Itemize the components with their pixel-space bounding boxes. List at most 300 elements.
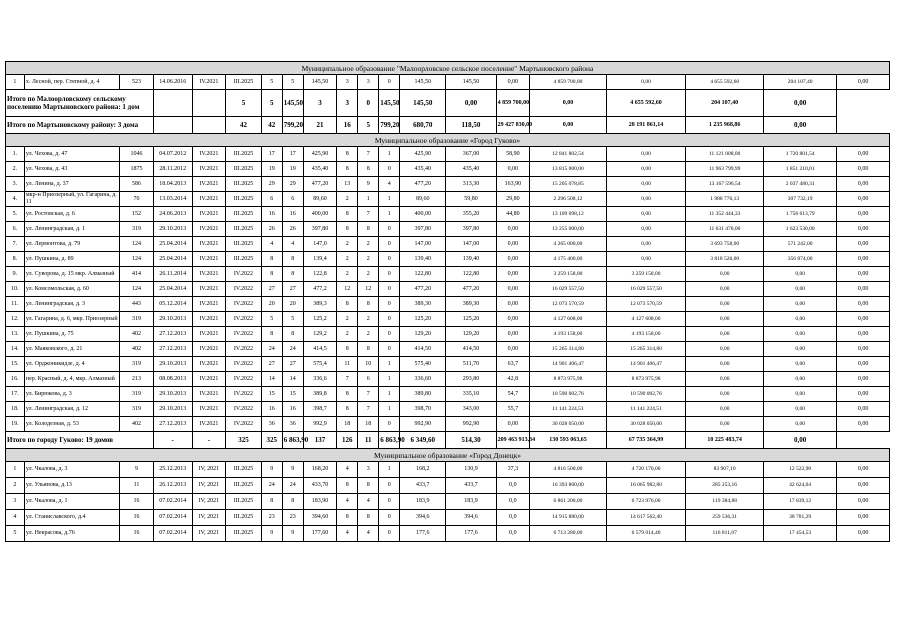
table-cell: ул. Некрасова, д.76 <box>24 526 119 542</box>
table-cell: IV.2022 <box>226 402 262 417</box>
table-cell: 25.04.2014 <box>153 252 192 267</box>
table-cell: IV, 2021 <box>192 494 226 510</box>
table-cell: 0 <box>379 510 400 526</box>
table-cell: 118,50 <box>446 117 496 134</box>
table-cell: 9 <box>261 462 282 478</box>
table-row <box>6 282 890 297</box>
table-cell: 5 <box>282 75 303 90</box>
table-cell: ул. Ленинградская, д. 12 <box>24 402 119 417</box>
table-cell: 8. <box>6 252 25 267</box>
table-cell: 4 265 000,00 <box>530 237 607 252</box>
table-cell: 336,60 <box>400 372 446 387</box>
table-cell: IV.2021 <box>192 192 226 207</box>
table-cell: 1 <box>379 357 400 372</box>
table-cell: 0,00 <box>686 417 764 432</box>
table-cell: 24.06.2013 <box>153 207 192 222</box>
table-cell: 0,00 <box>837 222 890 237</box>
table-cell: 0,0 <box>496 478 530 494</box>
table-cell: 29 427 830,00 <box>496 117 530 134</box>
table-cell: 2 <box>358 237 379 252</box>
table-cell: 18.04.2013 <box>153 177 192 192</box>
table-cell: 27 <box>261 357 282 372</box>
table-cell: 414 <box>120 267 154 282</box>
table-cell: 0,00 <box>686 282 764 297</box>
table-cell: 124 <box>120 252 154 267</box>
table-cell: IV.2022 <box>226 282 262 297</box>
table-cell: 147,00 <box>446 237 496 252</box>
table-cell: 8 <box>337 478 358 494</box>
table-cell: 4 127 608,00 <box>530 312 607 327</box>
table-cell: 8 <box>358 222 379 237</box>
table-cell: 129,20 <box>400 327 446 342</box>
table-cell: ул. Бирюкова, д. 3 <box>24 387 119 402</box>
table-cell: 9 <box>358 177 379 192</box>
table-cell: 3 <box>337 90 358 117</box>
table-cell: 992,90 <box>446 417 496 432</box>
table-cell: 07.02.2014 <box>153 510 192 526</box>
table-cell: 435,40 <box>446 162 496 177</box>
table-cell: 571 242,00 <box>763 237 836 252</box>
table-cell: ул. Станиславского, д.4 <box>24 510 119 526</box>
table-cell: 523 <box>120 75 154 90</box>
table-cell: 8 <box>337 207 358 222</box>
table-cell: III.2025 <box>226 177 262 192</box>
table-cell: 124 <box>120 282 154 297</box>
table-cell: 12 841 802,54 <box>530 147 607 162</box>
table-cell: IV.2021 <box>192 147 226 162</box>
table-cell: 13 815 000,00 <box>530 162 607 177</box>
table-cell: мкр-н Приозерный, ул. Гагарина, д. 11 <box>24 192 119 207</box>
table-cell: 17 <box>261 147 282 162</box>
table-cell: 3. <box>6 177 25 192</box>
table-cell: 15 265 314,80 <box>606 342 686 357</box>
table-cell: 119 384,88 <box>686 494 764 510</box>
table-cell: 0,00 <box>496 297 530 312</box>
table-cell: 7 <box>358 207 379 222</box>
table-cell: 397,80 <box>303 222 337 237</box>
table-cell: 4 655 592,60 <box>686 75 764 90</box>
table-cell: III.2025 <box>226 237 262 252</box>
table-cell: 15 205 078,85 <box>530 177 607 192</box>
table-cell: 0,00 <box>837 297 890 312</box>
table-cell: 8 <box>358 342 379 357</box>
table-cell: 394,6 <box>400 510 446 526</box>
table-cell: 389,30 <box>446 297 496 312</box>
table-cell: 425,90 <box>303 147 337 162</box>
table-cell: 0,00 <box>837 177 890 192</box>
table-cell: 2 <box>358 327 379 342</box>
table-cell: 0,00 <box>686 312 764 327</box>
table-cell: 313,30 <box>446 177 496 192</box>
table-cell: 0,00 <box>496 75 530 90</box>
table-cell: 1875 <box>120 162 154 177</box>
table-cell: 0,00 <box>686 387 764 402</box>
table-cell: III.2025 <box>226 147 262 162</box>
table-cell: 0,00 <box>763 387 836 402</box>
table-row <box>6 252 890 267</box>
table-cell: IV.2022 <box>226 312 262 327</box>
table-cell: 433,7 <box>446 478 496 494</box>
table-cell: 394,6 <box>446 510 496 526</box>
table-cell: 0,00 <box>837 402 890 417</box>
table-cell: 54,7 <box>496 387 530 402</box>
table-cell: 0,00 <box>837 510 890 526</box>
table-cell: 0,00 <box>837 282 890 297</box>
table-cell: 0 <box>379 342 400 357</box>
table-cell: III.2025 <box>226 494 262 510</box>
table-cell: 425,90 <box>400 147 446 162</box>
total-row <box>6 432 890 449</box>
table-cell: 18. <box>6 402 25 417</box>
table-row <box>6 147 890 162</box>
total-label: Итого по Мартыновскому району: 3 дома <box>6 117 154 134</box>
table-cell: 402 <box>120 342 154 357</box>
table-cell: 1 <box>379 462 400 478</box>
table-cell: 0 <box>379 478 400 494</box>
table-cell: 398,7 <box>303 402 337 417</box>
table-cell: 0,00 <box>606 207 686 222</box>
table-cell: 152 <box>120 207 154 222</box>
table-cell: 8 <box>337 402 358 417</box>
table-cell: 17 454,53 <box>763 526 836 542</box>
table-cell: 8 <box>261 327 282 342</box>
table-cell: 389,80 <box>400 387 446 402</box>
table-cell: 183,9 <box>400 494 446 510</box>
table-row <box>6 510 890 526</box>
table-cell: ул. Маяковского, д. 21 <box>24 342 119 357</box>
table-cell: IV.2022 <box>226 387 262 402</box>
table-cell: 8 <box>337 222 358 237</box>
table-cell: 1 <box>358 192 379 207</box>
table-cell: 12 522,90 <box>763 462 836 478</box>
table-cell: 36 <box>282 417 303 432</box>
table-cell: 10 590 002,76 <box>530 387 607 402</box>
table-cell: 29 <box>282 177 303 192</box>
table-cell: 0,00 <box>837 462 890 478</box>
table-cell: 0,00 <box>496 162 530 177</box>
table-cell: 5 <box>261 90 282 117</box>
table-cell: 0 <box>379 312 400 327</box>
table-cell: х. Лесной, пер. Степной, д. 4 <box>24 75 119 90</box>
table-cell: 18 <box>337 417 358 432</box>
table-cell: 9 <box>282 462 303 478</box>
table-cell: 0 <box>379 252 400 267</box>
table-cell <box>192 90 226 117</box>
table-cell: 125,2 <box>303 312 337 327</box>
table-cell: 16. <box>6 372 25 387</box>
table-cell: 28.11.2012 <box>153 162 192 177</box>
table-cell <box>153 90 192 117</box>
table-cell: 145,50 <box>282 90 303 117</box>
table-cell: 6 723 976,00 <box>606 494 686 510</box>
table-cell <box>192 117 226 134</box>
table-cell: 8 <box>337 297 358 312</box>
table-cell: 63,7 <box>496 357 530 372</box>
table-cell: 443 <box>120 297 154 312</box>
table-cell: IV.2022 <box>226 357 262 372</box>
table-row <box>6 494 890 510</box>
total-label: Итого по городу Гуково: 19 домов <box>6 432 154 449</box>
table-cell: 129,20 <box>446 327 496 342</box>
table-cell: 8 <box>337 162 358 177</box>
table-cell: 0,00 <box>763 342 836 357</box>
municipality-title: Муниципальное образование «Город Донецк» <box>6 449 890 462</box>
table-cell: IV.2021 <box>192 417 226 432</box>
table-cell: 2 <box>337 192 358 207</box>
table-cell: 145,50 <box>400 75 446 90</box>
table-cell: 13 255 000,00 <box>530 222 607 237</box>
table-cell: 0,00 <box>837 478 890 494</box>
table-cell: 0,00 <box>686 327 764 342</box>
table-cell: 16 <box>337 117 358 134</box>
table-cell: 343,00 <box>446 402 496 417</box>
table-cell: ул. Ленинградская, д. 3 <box>24 297 119 312</box>
table-cell: 4 859 700,00 <box>496 90 530 117</box>
table-cell: 6 349,60 <box>400 432 446 449</box>
table-cell: 70 <box>120 192 154 207</box>
table-cell: 177,6 <box>446 526 496 542</box>
table-cell: 9 <box>282 526 303 542</box>
table-row <box>6 177 890 192</box>
table-cell: 3 818 526,00 <box>686 252 764 267</box>
table-cell: 0,00 <box>606 192 686 207</box>
table-cell: 122,80 <box>400 267 446 282</box>
table-cell: 42 <box>226 117 262 134</box>
table-cell: 3 <box>6 494 25 510</box>
table-cell: 8 <box>337 147 358 162</box>
table-cell: 07.02.2014 <box>153 494 192 510</box>
table-cell: 0 <box>379 417 400 432</box>
municipality-title: Муниципальное образование «Город Гуково» <box>6 134 890 147</box>
table-cell: 414,50 <box>446 342 496 357</box>
table-cell: 477,2 <box>303 282 337 297</box>
table-cell: ул. Чехова, д. 47 <box>24 147 119 162</box>
table-cell: IV.2021 <box>192 312 226 327</box>
table-cell: 145,50 <box>446 75 496 90</box>
total-row <box>6 90 890 117</box>
table-cell: 1 988 776,13 <box>686 192 764 207</box>
table-cell: 7. <box>6 237 25 252</box>
table-cell: 0,00 <box>686 342 764 357</box>
table-cell: 3 259 158,00 <box>530 267 607 282</box>
table-cell: 0 <box>379 237 400 252</box>
table-cell: 8 <box>282 252 303 267</box>
table-cell: 89,60 <box>400 192 446 207</box>
table-cell: 13 <box>337 177 358 192</box>
table-cell: 992,9 <box>303 417 337 432</box>
table-cell: 3 <box>358 462 379 478</box>
table-cell: 335,10 <box>446 387 496 402</box>
table-cell: 5 <box>261 75 282 90</box>
table-cell: 14. <box>6 342 25 357</box>
table-cell: 7 <box>358 147 379 162</box>
table-cell: 0 <box>379 494 400 510</box>
table-cell: 586 <box>120 177 154 192</box>
table-cell: 44,80 <box>496 207 530 222</box>
table-cell: 0,00 <box>763 432 836 449</box>
table-cell: 0,0 <box>496 526 530 542</box>
table-cell: 5 <box>6 526 25 542</box>
table-cell <box>153 117 192 134</box>
table-cell: 4 <box>337 462 358 478</box>
table-cell: 10 590 002,76 <box>606 387 686 402</box>
table-cell: 8 <box>337 342 358 357</box>
table-cell: 5 <box>261 312 282 327</box>
table-cell: 0,00 <box>763 90 836 117</box>
municipality-header <box>6 62 890 75</box>
table-cell: 125,20 <box>446 312 496 327</box>
table-cell: 145,50 <box>303 75 337 90</box>
table-cell: 11 <box>120 478 154 494</box>
table-cell: 6 579 014,40 <box>606 526 686 542</box>
table-row <box>6 192 890 207</box>
table-cell: 12 <box>358 282 379 297</box>
table-cell: ул. Ленинградская, д. 1 <box>24 222 119 237</box>
table-cell: ул. Гагарина, д. 6, мкр. Приозерный <box>24 312 119 327</box>
table-cell: 2 <box>358 267 379 282</box>
table-cell: ул. Ростовская, д. 6 <box>24 207 119 222</box>
table-cell: 28 191 861,14 <box>606 117 686 134</box>
table-cell: 23 <box>282 510 303 526</box>
table-cell: 204 107,40 <box>686 90 764 117</box>
table-cell: III.2025 <box>226 207 262 222</box>
table-cell: 0,00 <box>686 267 764 282</box>
table-cell: IV.2021 <box>192 222 226 237</box>
table-cell: 29.10.2013 <box>153 402 192 417</box>
table-cell: 0,00 <box>496 237 530 252</box>
table-cell: 129,2 <box>303 327 337 342</box>
table-cell: 367,00 <box>446 147 496 162</box>
table-cell: 992,90 <box>400 417 446 432</box>
table-cell: 25.12.2013 <box>153 462 192 478</box>
table-cell: 27.12.2013 <box>153 327 192 342</box>
table-cell: IV.2022 <box>226 297 262 312</box>
table-cell: 319 <box>120 357 154 372</box>
table-row <box>6 526 890 542</box>
table-cell: 0 <box>379 222 400 237</box>
table-cell: 4 193 158,00 <box>530 327 607 342</box>
table-cell: 0,00 <box>496 327 530 342</box>
table-cell: 0,00 <box>837 162 890 177</box>
table-cell: 433,7 <box>400 478 446 494</box>
table-cell: 1 756 613,79 <box>763 207 836 222</box>
table-cell: 13 109 098,12 <box>530 207 607 222</box>
table-cell: 0,00 <box>763 312 836 327</box>
table-row <box>6 237 890 252</box>
table-cell: 83 907,10 <box>686 462 764 478</box>
table-cell: 355,20 <box>446 207 496 222</box>
table-cell: 680,70 <box>400 117 446 134</box>
table-row <box>6 75 890 90</box>
table-cell: 55,7 <box>496 402 530 417</box>
table-cell: 27.12.2013 <box>153 417 192 432</box>
table-cell: III.2025 <box>226 478 262 494</box>
table-cell: 26 <box>282 222 303 237</box>
total-label: Итого по Малоорловскому сельскому поселению Мартыновского района: 1 дом <box>6 90 154 117</box>
table-cell: ул. Суворова, д. 15 мкр. Алмазный <box>24 267 119 282</box>
table-cell: 13.03.2014 <box>153 192 192 207</box>
table-cell: 7 <box>358 402 379 417</box>
table-cell: пер. Красный, д. 4, мкр. Алмазный <box>24 372 119 387</box>
data-table <box>5 61 890 542</box>
table-cell: 356 874,00 <box>763 252 836 267</box>
table-cell: 0,00 <box>763 372 836 387</box>
table-cell: 137 <box>303 432 337 449</box>
table-cell: 29 <box>261 177 282 192</box>
table-cell: 4. <box>6 192 25 207</box>
table-cell: 0,00 <box>530 117 607 134</box>
table-cell: 24 <box>282 478 303 494</box>
table-cell: 183,9 <box>446 494 496 510</box>
table-cell: 4 720 170,00 <box>606 462 686 478</box>
table-cell: 319 <box>120 312 154 327</box>
table-cell: 42,8 <box>496 372 530 387</box>
table-cell: 0,00 <box>686 357 764 372</box>
table-cell: 7 <box>337 372 358 387</box>
table-cell: 14.06.2016 <box>153 75 192 90</box>
table-cell: 10 <box>358 357 379 372</box>
table-cell: 16 065 982,80 <box>606 478 686 494</box>
table-row <box>6 207 890 222</box>
table-cell: ул. Чкалова, д. 3 <box>24 462 119 478</box>
table-cell: 435,40 <box>303 162 337 177</box>
table-row <box>6 297 890 312</box>
table-cell: 12. <box>6 312 25 327</box>
table-cell: 0 <box>379 282 400 297</box>
table-cell: 1 <box>379 207 400 222</box>
table-cell: 4 <box>379 177 400 192</box>
table-cell: 2 <box>337 252 358 267</box>
table-cell: 799,20 <box>282 117 303 134</box>
table-cell: 0,00 <box>606 75 686 90</box>
table-cell: 14 901 406,47 <box>530 357 607 372</box>
table-cell: 15 265 314,80 <box>530 342 607 357</box>
table-cell: 16 <box>120 494 154 510</box>
table-cell: 433,70 <box>303 478 337 494</box>
table-cell: 130 593 063,65 <box>530 432 607 449</box>
table-cell: 145,50 <box>379 90 400 117</box>
table-cell: IV.2021 <box>192 342 226 357</box>
table-cell: 07.02.2014 <box>153 526 192 542</box>
table-cell: 0,00 <box>837 526 890 542</box>
table-cell: 29.10.2013 <box>153 312 192 327</box>
table-cell: 6. <box>6 222 25 237</box>
table-cell: IV.2021 <box>192 297 226 312</box>
table-cell: 25.04.2014 <box>153 282 192 297</box>
table-cell: 24 <box>282 342 303 357</box>
table-cell: 477,20 <box>303 177 337 192</box>
table-cell: 139,40 <box>446 252 496 267</box>
table-cell: 9 <box>120 462 154 478</box>
table-cell: 0,00 <box>837 237 890 252</box>
table-cell: III.2025 <box>226 526 262 542</box>
table-cell: 514,30 <box>446 432 496 449</box>
table-cell: 0,00 <box>686 402 764 417</box>
table-cell: 8 <box>358 510 379 526</box>
table-cell: 2 <box>6 478 25 494</box>
table-cell: 183,90 <box>303 494 337 510</box>
table-cell: 16 029 557,50 <box>606 282 686 297</box>
table-cell: 116 811,07 <box>686 526 764 542</box>
table-cell: 126 <box>337 432 358 449</box>
table-cell: 8 <box>337 387 358 402</box>
table-cell: 293,80 <box>446 372 496 387</box>
table-cell: 16 <box>120 526 154 542</box>
table-cell: IV.2022 <box>226 417 262 432</box>
table-cell: 3 259 158,00 <box>606 267 686 282</box>
table-cell: 19 <box>282 162 303 177</box>
table-cell: ул. Чехова, д. 43 <box>24 162 119 177</box>
